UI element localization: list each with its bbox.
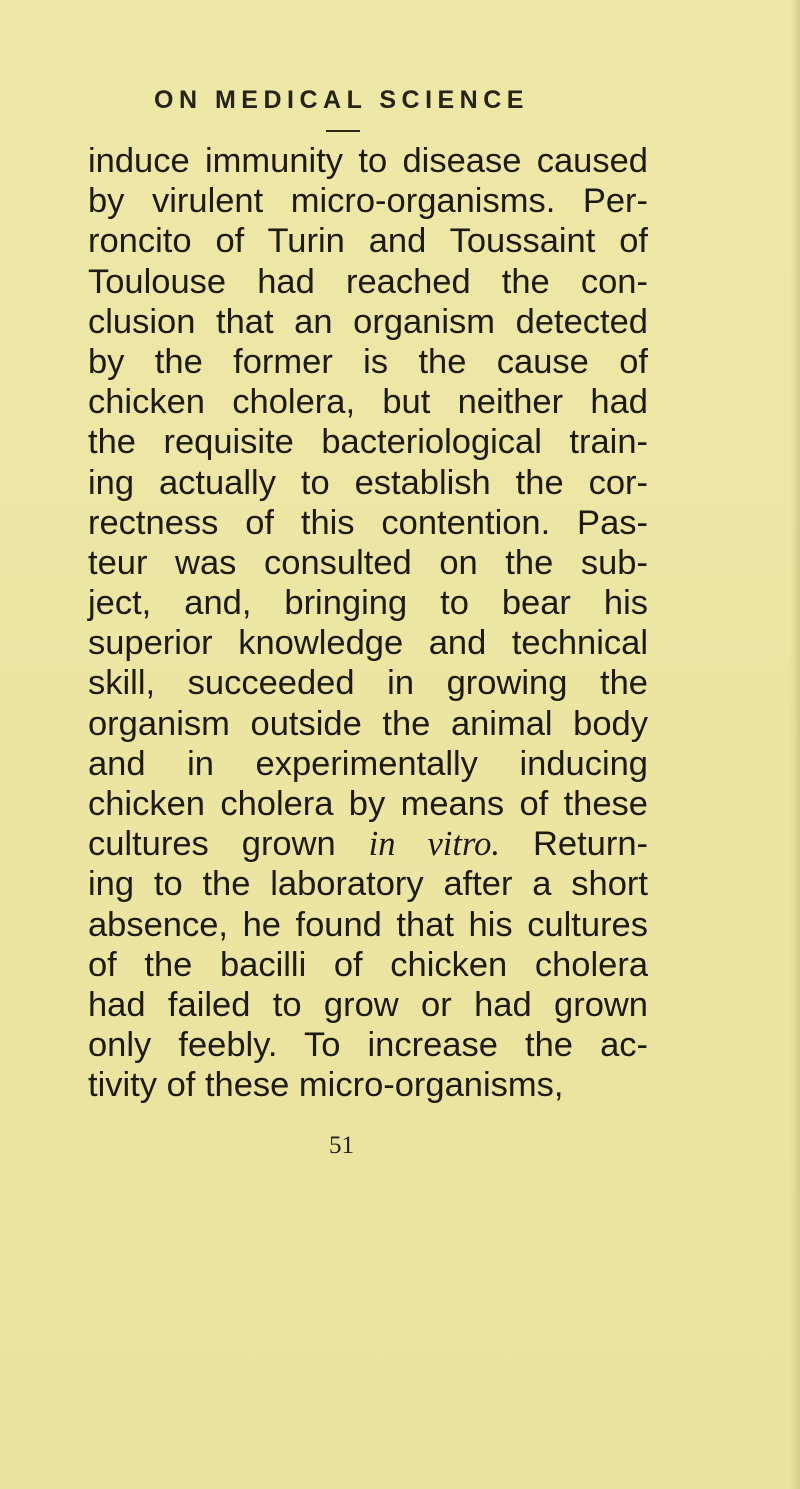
text-line: chicken cholera, but neither had — [88, 383, 648, 422]
page-number: 51 — [329, 1132, 354, 1159]
text-line: skill, succeeded in growing the — [88, 664, 648, 703]
text-line: ing actually to establish the cor- — [88, 463, 648, 502]
text-line: superior knowledge and technical — [88, 624, 648, 663]
text-line: rectness of this contention. Pas- — [88, 503, 648, 542]
running-head: ON MEDICAL SCIENCE — [154, 86, 529, 114]
text-run: cultures grown — [88, 825, 369, 864]
text-line: tivity of these micro-organisms, — [88, 1066, 564, 1105]
text-line: absence, he found that his cultures — [88, 905, 648, 944]
text-line: of the bacilli of chicken cholera — [88, 945, 648, 984]
text-line-with-italic — [88, 824, 648, 864]
text-line: only feebly. To increase the ac- — [88, 1026, 648, 1065]
text-line: induce immunity to disease caused — [88, 142, 648, 180]
text-line: chicken cholera by means of these — [88, 785, 648, 823]
text-line: clusion that an organism detected — [88, 302, 648, 341]
text-line: the requisite bacteriological train- — [88, 423, 648, 462]
italic-phrase: in vitro. — [368, 825, 501, 864]
text-line: ing to the laboratory after a short — [88, 865, 648, 904]
text-line: ject, and, bringing to bear his — [88, 584, 648, 623]
text-run: Return- — [500, 825, 649, 864]
text-line: had failed to grow or had grown — [88, 985, 648, 1024]
text-line: organism outside the animal body — [88, 704, 648, 743]
head-rule — [326, 130, 360, 132]
text-line: and in experimentally inducing — [88, 744, 648, 783]
text-line: by virulent micro-organisms. Per- — [88, 182, 648, 221]
page-edge-shadow — [790, 0, 800, 1489]
text-line: Toulouse had reached the con- — [88, 262, 648, 301]
text-line: by the former is the cause of — [88, 342, 648, 381]
text-line: teur was consulted on the sub- — [88, 543, 648, 582]
text-line: roncito of Turin and Toussaint of — [88, 222, 648, 261]
body-text — [88, 141, 648, 1106]
